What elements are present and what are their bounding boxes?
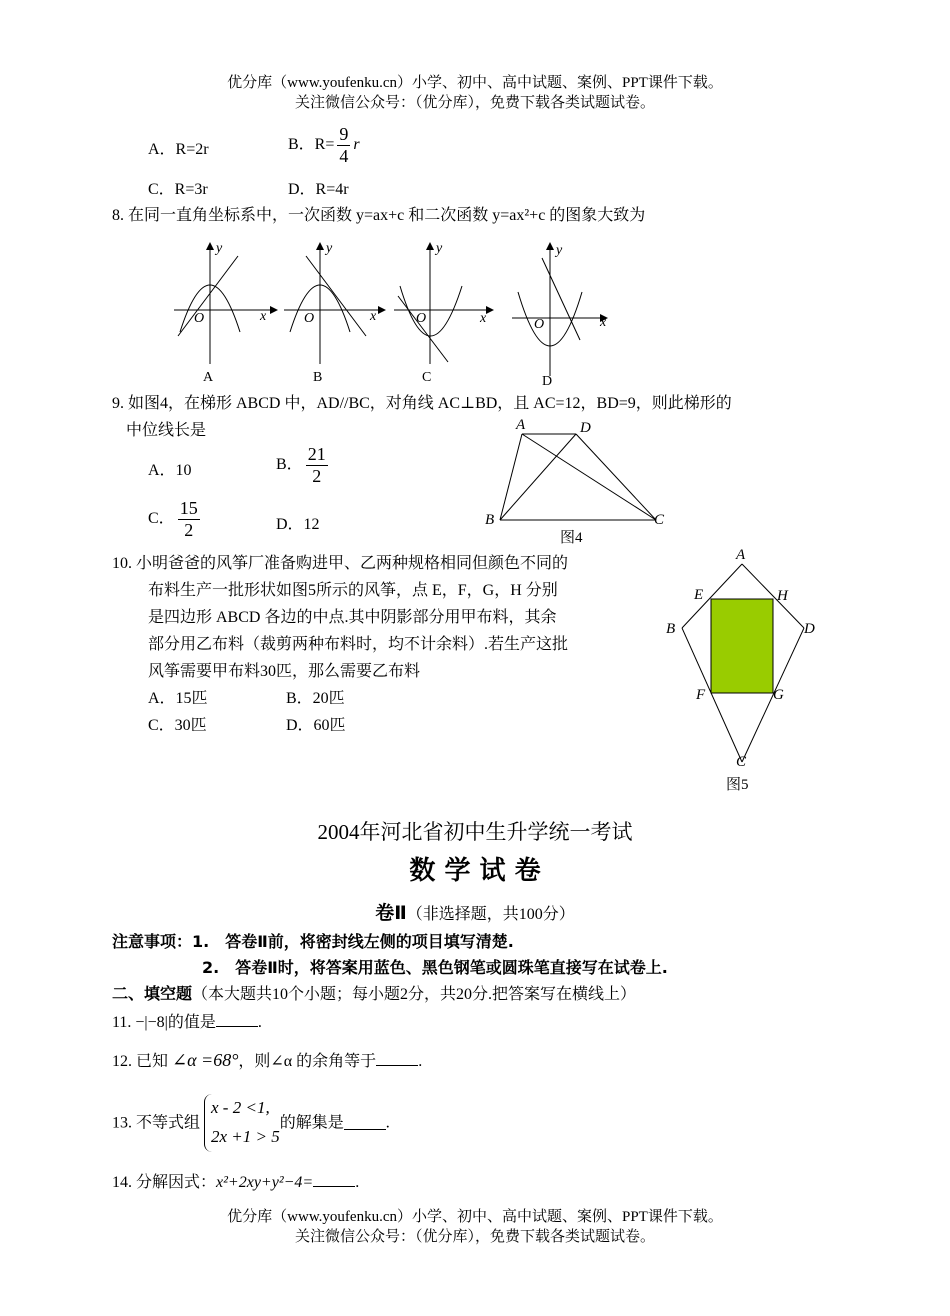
q13-prefix: 13. 不等式组 bbox=[112, 1114, 201, 1132]
q14-prefix: 14. 分解因式： bbox=[112, 1174, 217, 1191]
header-line-2: 关注微信公众号：（优分库），免费下载各类试题试卷。 bbox=[294, 95, 655, 111]
q13-answer-blank[interactable] bbox=[344, 1115, 386, 1130]
figure-4 bbox=[480, 414, 680, 550]
q13-mid: 的解集是 bbox=[279, 1114, 344, 1132]
exam-note-1 bbox=[112, 932, 514, 952]
fig5-shaded-region bbox=[711, 599, 773, 693]
q9-option-b bbox=[276, 444, 331, 486]
q14-expression: x²+2xy+y²−4= bbox=[216, 1174, 314, 1191]
q9-b-denominator: 2 bbox=[312, 465, 322, 486]
graph-d-origin: O bbox=[534, 317, 545, 332]
q12 bbox=[112, 1050, 422, 1072]
q14-answer-blank[interactable] bbox=[313, 1172, 355, 1187]
q13-inequality-2: 2x +1 > 5 bbox=[211, 1126, 280, 1146]
q13-tail: . bbox=[385, 1114, 390, 1132]
q12-tail: . bbox=[418, 1053, 423, 1070]
q10-line-4: 部分用乙布料（裁剪两种布料时，均不计余料）.若生产这批 bbox=[148, 636, 569, 653]
graph-c-x-label: x bbox=[480, 311, 487, 326]
q7-option-a: A．R=2r bbox=[148, 141, 209, 158]
graph-a-label: A bbox=[203, 370, 214, 385]
q7-option-b-prefix: B．R= bbox=[288, 135, 335, 153]
fig4-label-c: C bbox=[654, 512, 665, 528]
graph-d-y-label: y bbox=[556, 243, 563, 258]
q11 bbox=[112, 1012, 262, 1032]
q10-option-c: C．30匹 bbox=[148, 717, 207, 734]
q10-line-2: 布料生产一批形状如图5所示的风筝，点 E，F，G，H 分别 bbox=[148, 582, 558, 599]
q12-expression: ∠α =68° bbox=[172, 1050, 239, 1070]
q7-option-c: C．R=3r bbox=[148, 181, 208, 198]
q7-option-b bbox=[288, 124, 360, 166]
q9-text-line-2: 中位线长是 bbox=[126, 422, 207, 439]
footer-line-1: 优分库（www.youfenku.cn）小学、初中、高中试题、案例、PPT课件下载。 bbox=[227, 1209, 723, 1225]
section-2-note: （本大题共10个小题；每小题2分，共20分.把答案写在横线上） bbox=[192, 986, 637, 1003]
exam-volume-label: 卷Ⅱ bbox=[375, 902, 407, 924]
q7-option-b-suffix: r bbox=[353, 135, 360, 153]
q9-option-c-prefix: C． bbox=[148, 509, 175, 527]
graph-c-label: C bbox=[422, 370, 432, 385]
q8-graph-b bbox=[284, 241, 386, 385]
graph-b-label: B bbox=[313, 370, 323, 385]
q10-option-b: B．20匹 bbox=[286, 690, 345, 707]
exam-subject: 数 学 试 卷 bbox=[409, 856, 541, 886]
q7-option-b-fraction bbox=[337, 124, 350, 166]
exam-note-2: 2. 答卷Ⅱ时，将答案用蓝色、黑色钢笔或圆珠笔直接写在试卷上. bbox=[202, 958, 668, 977]
graph-a-x-label: x bbox=[260, 309, 267, 324]
graph-c-origin: O bbox=[416, 311, 427, 326]
q14-tail: . bbox=[355, 1174, 360, 1191]
graph-a-origin: O bbox=[194, 311, 205, 326]
fig5-label-g: G bbox=[773, 687, 784, 703]
exam-volume-note: （非选择题，共100分） bbox=[406, 906, 575, 923]
q12-prefix: 12. 已知 bbox=[112, 1053, 169, 1070]
q13 bbox=[112, 1094, 390, 1152]
fig5-label-d: D bbox=[804, 621, 815, 637]
q14 bbox=[112, 1172, 359, 1192]
graph-b-origin: O bbox=[304, 311, 315, 326]
q8-graph-d bbox=[512, 242, 608, 388]
fig4-label-d: D bbox=[580, 420, 591, 436]
q13-inequality-system bbox=[204, 1094, 280, 1152]
q9-option-c-fraction bbox=[178, 498, 200, 540]
q7-b-numerator: 9 bbox=[339, 124, 349, 144]
q11-text: 11. −|−8|的值是 bbox=[112, 1014, 216, 1031]
section-2-label: 二、填空题 bbox=[112, 984, 193, 1003]
q7-b-denominator: 4 bbox=[339, 145, 349, 166]
q8-graph-c bbox=[394, 241, 494, 385]
q9-option-d: D．12 bbox=[276, 516, 320, 533]
q9-c-numerator: 15 bbox=[179, 498, 198, 518]
q10-line-3: 是四边形 ABCD 各边的中点.其中阴影部分用甲布料，其余 bbox=[148, 609, 557, 626]
exam-title: 2004年河北省初中生升学统一考试 bbox=[317, 820, 633, 844]
graph-a-y-label: y bbox=[216, 241, 223, 256]
notes-label: 注意事项： bbox=[112, 932, 193, 951]
graph-c-y-label: y bbox=[436, 241, 443, 256]
header-line-1: 优分库（www.youfenku.cn）小学、初中、高中试题、案例、PPT课件下载。 bbox=[227, 75, 723, 91]
footer-line-2: 关注微信公众号：（优分库），免费下载各类试题试卷。 bbox=[294, 1229, 655, 1245]
graph-b-x-label: x bbox=[370, 309, 377, 324]
q10-line-5: 风筝需要甲布料30匹，那么需要乙布料 bbox=[148, 663, 421, 680]
q7-option-d: D．R=4r bbox=[288, 181, 349, 198]
q9-option-b-fraction bbox=[306, 444, 328, 486]
q9-option-c bbox=[148, 498, 203, 540]
fig4-caption: 图4 bbox=[560, 530, 583, 546]
q8-text: 8. 在同一直角坐标系中，一次函数 y=ax+c 和二次函数 y=ax²+c 的图象大致为 bbox=[112, 207, 646, 224]
q9-option-b-prefix: B． bbox=[276, 455, 303, 473]
q8-graphs bbox=[160, 236, 620, 388]
fig5-label-a: A bbox=[736, 547, 746, 563]
fig5-caption: 图5 bbox=[726, 777, 749, 793]
fig4-label-a: A bbox=[516, 417, 526, 433]
fig5-label-c: C bbox=[736, 754, 747, 770]
q10-option-d: D．60匹 bbox=[286, 717, 346, 734]
q12-mid: ，则∠α 的余角等于 bbox=[238, 1053, 377, 1070]
graph-b-y-label: y bbox=[326, 241, 333, 256]
exam-volume bbox=[0, 902, 950, 925]
q10-line-1: 10. 小明爸爸的风筝厂准备购进甲、乙两种规格相同但颜色不同的 bbox=[112, 555, 569, 572]
fig5-label-b: B bbox=[666, 621, 676, 637]
fig5-label-f: F bbox=[696, 687, 706, 703]
q9-c-denominator: 2 bbox=[184, 519, 194, 540]
section-2-heading bbox=[112, 984, 636, 1004]
q10-option-a: A．15匹 bbox=[148, 690, 208, 707]
q11-answer-blank[interactable] bbox=[216, 1012, 258, 1027]
fig5-label-e: E bbox=[694, 587, 704, 603]
fig5-label-h: H bbox=[777, 588, 788, 604]
note-1-text: 1. 答卷Ⅱ前，将密封线左侧的项目填写清楚. bbox=[192, 932, 514, 951]
graph-d-x-label: x bbox=[600, 315, 607, 330]
q9-text-line-1: 9. 如图4，在梯形 ABCD 中，AD//BC，对角线 AC⊥BD，且 AC=12，BD=9，则此梯形的 bbox=[112, 395, 732, 412]
q9-option-a: A．10 bbox=[148, 462, 192, 479]
q13-inequality-1: x - 2 <1, bbox=[211, 1098, 270, 1117]
graph-d-label: D bbox=[542, 374, 553, 388]
fig4-label-b: B bbox=[485, 512, 495, 528]
q12-answer-blank[interactable] bbox=[376, 1051, 418, 1066]
q9-b-numerator: 21 bbox=[307, 444, 326, 464]
figure-5 bbox=[660, 542, 830, 796]
q8-graph-a bbox=[174, 241, 278, 385]
q11-tail: . bbox=[257, 1014, 262, 1031]
